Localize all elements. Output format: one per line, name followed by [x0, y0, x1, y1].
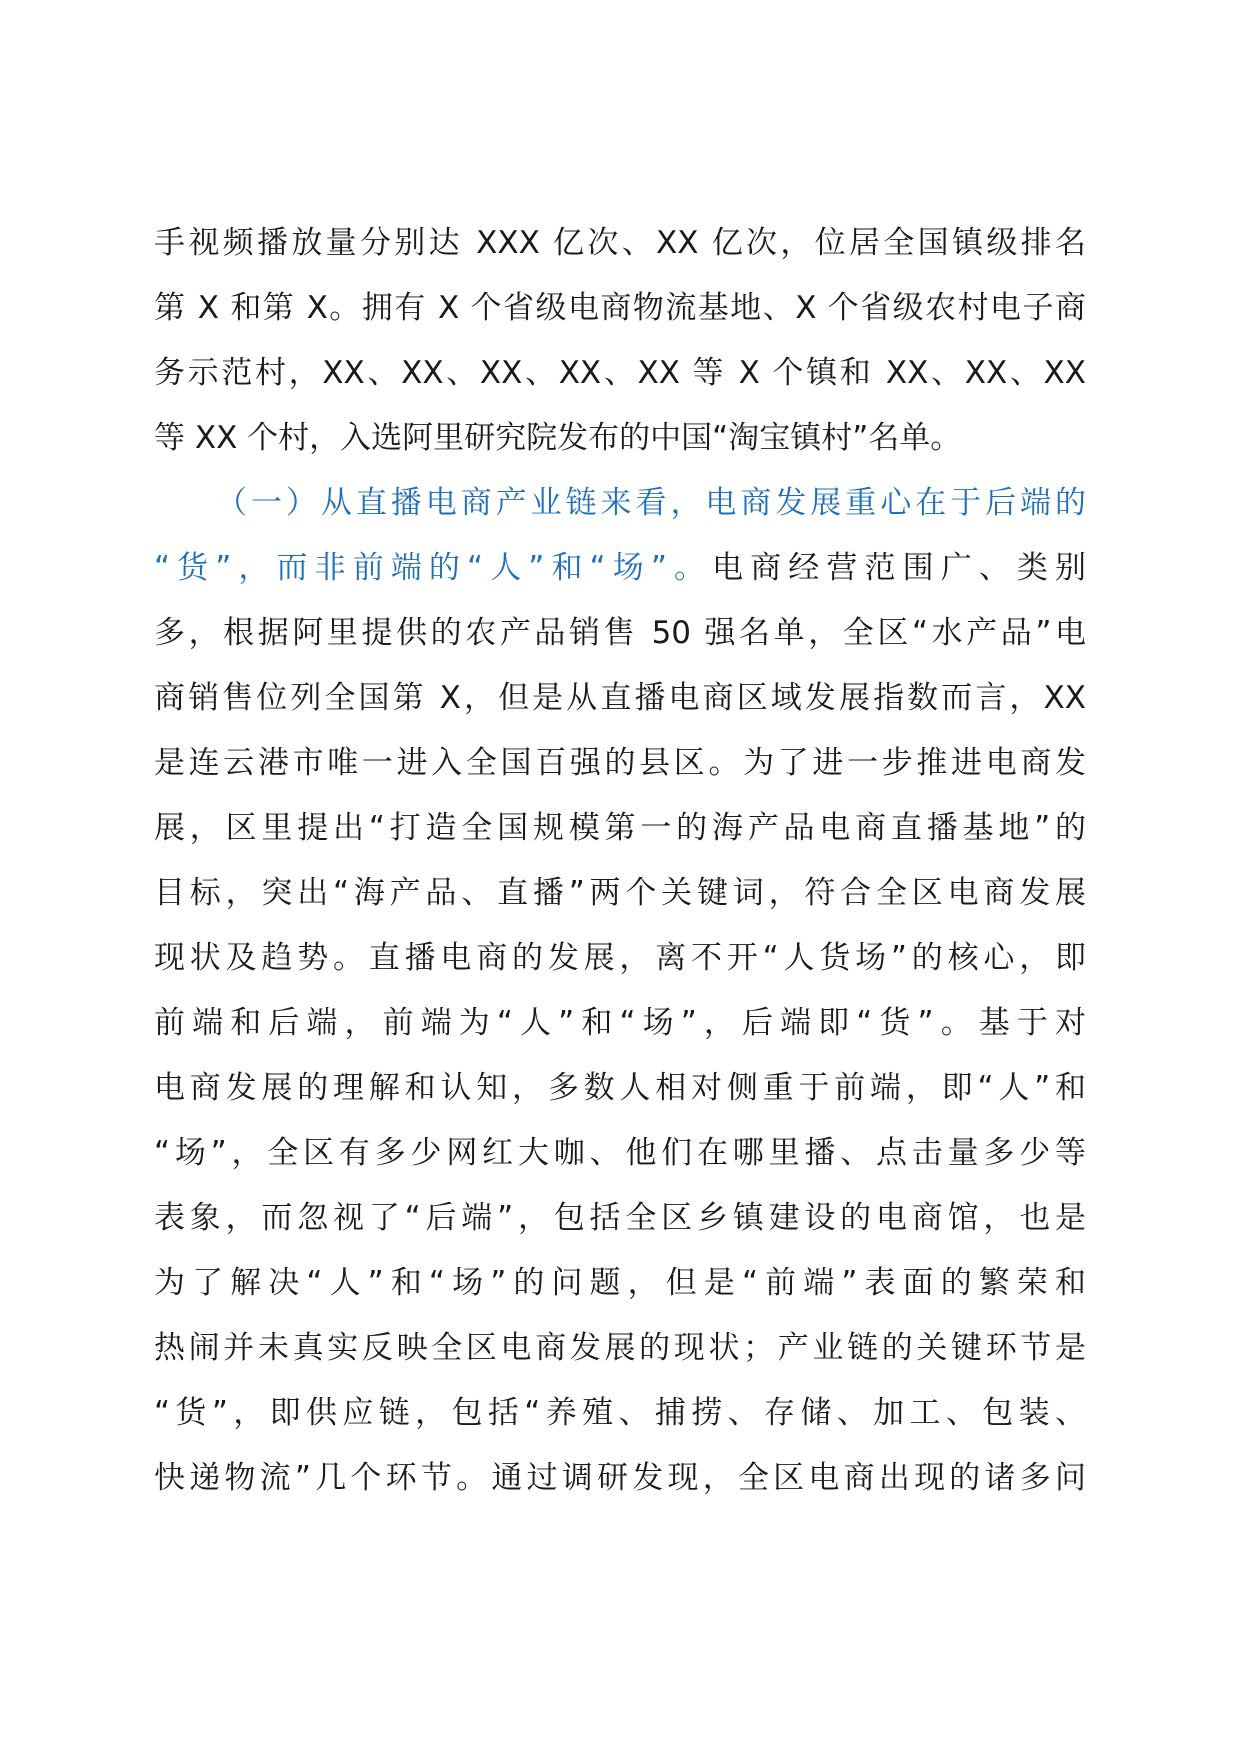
- paragraph-1-line-3: 务示范村，XX、XX、XX、XX、XX 等 X 个镇和 XX、XX、XX: [154, 355, 1086, 391]
- paragraph-2-line-9: 前端和后端，前端为“人”和“场”，后端即“货”。基于对: [154, 1005, 1086, 1041]
- paragraph-2-line-8: 现状及趋势。直播电商的发展，离不开“人货场”的核心，即: [154, 940, 1086, 976]
- paragraph-2-line-2: [154, 536, 1086, 601]
- paragraph-2-line-6: 展，区里提出“打造全国规模第一的海产品电商直播基地”的: [154, 810, 1086, 846]
- paragraph-2-line-10: 电商发展的理解和认知，多数人相对侧重于前端，即“人”和: [154, 1070, 1086, 1106]
- paragraph-2-line-13: 为了解决“人”和“场”的问题，但是“前端”表面的繁荣和: [154, 1265, 1086, 1301]
- paragraph-1-line-1: 手视频播放量分别达 XXX 亿次、XX 亿次，位居全国镇级排名: [154, 225, 1086, 261]
- paragraph-2-line-7: 目标，突出“海产品、直播”两个关键词，符合全区电商发展: [154, 875, 1086, 911]
- paragraph-2-line-3: 多，根据阿里提供的农产品销售 50 强名单，全区“水产品”电: [154, 615, 1086, 651]
- body-text: [154, 211, 1086, 1511]
- paragraph-1-line-2: 第 X 和第 X。拥有 X 个省级电商物流基地、X 个省级农村电子商: [154, 290, 1086, 326]
- paragraph-2-line-11: “场”，全区有多少网红大咖、他们在哪里播、点击量多少等: [154, 1135, 1086, 1171]
- paragraph-2-line-12: 表象，而忽视了“后端”，包括全区乡镇建设的电商馆，也是: [154, 1200, 1086, 1236]
- paragraph-2-line-15: “货”，即供应链，包括“养殖、捕捞、存储、加工、包装、: [154, 1395, 1086, 1431]
- section-heading-line-1: （一）从直播电商产业链来看，电商发展重心在于后端的: [216, 485, 1086, 521]
- paragraph-2-line-2-rest: 电商经营范围广、类别: [712, 550, 1087, 586]
- paragraph-2-line-5: 是连云港市唯一进入全国百强的县区。为了进一步推进电商发: [154, 745, 1086, 781]
- paragraph-1-line-4: 等 XX 个村，入选阿里研究院发布的中国“淘宝镇村”名单。: [154, 420, 962, 456]
- paragraph-2-line-14: 热闹并未真实反映全区电商发展的现状；产业链的关键环节是: [154, 1330, 1086, 1366]
- paragraph-2-line-16: 快递物流”几个环节。通过调研发现，全区电商出现的诸多问: [154, 1460, 1086, 1496]
- paragraph-2-line-4: 商销售位列全国第 X，但是从直播电商区域发展指数而言，XX: [154, 680, 1086, 716]
- section-heading-line-2: “货”，而非前端的“人”和“场”。: [154, 550, 713, 586]
